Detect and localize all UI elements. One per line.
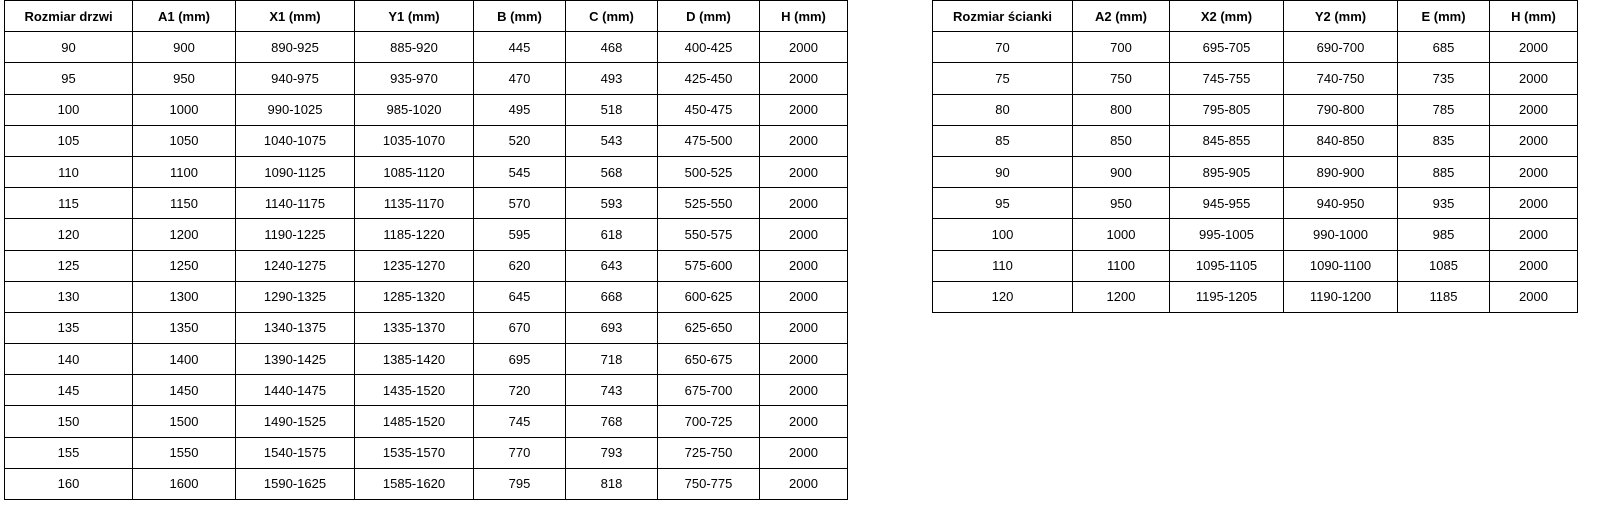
table-cell: 2000	[760, 219, 848, 250]
wall-table-header	[933, 1, 1578, 32]
door-table-body	[5, 32, 848, 500]
table-cell: 745	[474, 406, 566, 437]
table-cell: 1240-1275	[236, 250, 355, 281]
table-cell: 770	[474, 437, 566, 468]
table-cell: 675-700	[658, 375, 760, 406]
table-row	[933, 188, 1578, 219]
table-cell: 525-550	[658, 188, 760, 219]
table-row	[933, 94, 1578, 125]
table-cell: 795	[474, 468, 566, 499]
table-row	[933, 281, 1578, 312]
table-cell: 2000	[1490, 281, 1578, 312]
table-cell: 115	[5, 188, 133, 219]
table-cell: 1450	[133, 375, 236, 406]
table-cell: 493	[566, 63, 658, 94]
table-cell: 2000	[760, 188, 848, 219]
table-cell: 135	[5, 312, 133, 343]
table-cell: 500-525	[658, 156, 760, 187]
table-cell: 150	[5, 406, 133, 437]
table-row	[5, 32, 848, 63]
table-cell: 140	[5, 344, 133, 375]
table-row	[5, 219, 848, 250]
table-cell: 1100	[1073, 250, 1170, 281]
table-cell: 2000	[760, 375, 848, 406]
table-cell: 935-970	[355, 63, 474, 94]
table-cell: 160	[5, 468, 133, 499]
table-cell: 155	[5, 437, 133, 468]
column-header: D (mm)	[658, 1, 760, 32]
table-cell: 1590-1625	[236, 468, 355, 499]
table-cell: 643	[566, 250, 658, 281]
table-cell: 1190-1225	[236, 219, 355, 250]
table-cell: 2000	[760, 94, 848, 125]
table-cell: 125	[5, 250, 133, 281]
table-cell: 945-955	[1170, 188, 1284, 219]
table-cell: 750	[1073, 63, 1170, 94]
table-cell: 1500	[133, 406, 236, 437]
table-cell: 2000	[760, 437, 848, 468]
table-cell: 1435-1520	[355, 375, 474, 406]
table-cell: 1390-1425	[236, 344, 355, 375]
table-cell: 985-1020	[355, 94, 474, 125]
table-cell: 890-900	[1284, 156, 1398, 187]
table-cell: 1140-1175	[236, 188, 355, 219]
table-cell: 695-705	[1170, 32, 1284, 63]
table-cell: 990-1025	[236, 94, 355, 125]
table-cell: 840-850	[1284, 125, 1398, 156]
table-cell: 1350	[133, 312, 236, 343]
table-cell: 1135-1170	[355, 188, 474, 219]
column-header: H (mm)	[760, 1, 848, 32]
table-cell: 818	[566, 468, 658, 499]
table-cell: 2000	[760, 63, 848, 94]
table-cell: 2000	[1490, 156, 1578, 187]
table-cell: 668	[566, 281, 658, 312]
table-cell: 100	[5, 94, 133, 125]
table-cell: 1200	[133, 219, 236, 250]
column-header: X2 (mm)	[1170, 1, 1284, 32]
table-cell: 1150	[133, 188, 236, 219]
table-cell: 835	[1398, 125, 1490, 156]
table-cell: 95	[933, 188, 1073, 219]
table-cell: 120	[933, 281, 1073, 312]
table-cell: 1050	[133, 125, 236, 156]
table-cell: 1600	[133, 468, 236, 499]
table-cell: 700-725	[658, 406, 760, 437]
table-cell: 1285-1320	[355, 281, 474, 312]
table-cell: 793	[566, 437, 658, 468]
table-cell: 740-750	[1284, 63, 1398, 94]
table-cell: 1100	[133, 156, 236, 187]
table-cell: 2000	[760, 344, 848, 375]
table-header-row	[933, 1, 1578, 32]
column-header: Y1 (mm)	[355, 1, 474, 32]
table-cell: 90	[933, 156, 1073, 187]
table-cell: 950	[1073, 188, 1170, 219]
table-cell: 1290-1325	[236, 281, 355, 312]
column-header: B (mm)	[474, 1, 566, 32]
table-cell: 2000	[760, 281, 848, 312]
door-size-table	[4, 0, 848, 500]
table-cell: 518	[566, 94, 658, 125]
table-row	[5, 344, 848, 375]
column-header: X1 (mm)	[236, 1, 355, 32]
table-cell: 80	[933, 94, 1073, 125]
table-cell: 543	[566, 125, 658, 156]
table-row	[5, 63, 848, 94]
column-header: Rozmiar ścianki	[933, 1, 1073, 32]
column-header: Y2 (mm)	[1284, 1, 1398, 32]
table-cell: 1400	[133, 344, 236, 375]
table-cell: 450-475	[658, 94, 760, 125]
table-cell: 845-855	[1170, 125, 1284, 156]
table-row	[5, 375, 848, 406]
table-cell: 1000	[1073, 219, 1170, 250]
table-row	[933, 125, 1578, 156]
table-cell: 1040-1075	[236, 125, 355, 156]
table-cell: 85	[933, 125, 1073, 156]
table-cell: 110	[933, 250, 1073, 281]
table-cell: 695	[474, 344, 566, 375]
table-cell: 900	[1073, 156, 1170, 187]
table-cell: 685	[1398, 32, 1490, 63]
table-cell: 1485-1520	[355, 406, 474, 437]
wall-size-table	[932, 0, 1578, 313]
table-cell: 495	[474, 94, 566, 125]
table-cell: 570	[474, 188, 566, 219]
table-cell: 1535-1570	[355, 437, 474, 468]
table-row	[5, 250, 848, 281]
table-row	[933, 63, 1578, 94]
table-cell: 1550	[133, 437, 236, 468]
table-cell: 625-650	[658, 312, 760, 343]
column-header: E (mm)	[1398, 1, 1490, 32]
table-cell: 568	[566, 156, 658, 187]
table-cell: 2000	[760, 406, 848, 437]
table-cell: 595	[474, 219, 566, 250]
table-cell: 890-925	[236, 32, 355, 63]
table-row	[933, 32, 1578, 63]
table-cell: 1185	[1398, 281, 1490, 312]
column-header: Rozmiar drzwi	[5, 1, 133, 32]
table-cell: 620	[474, 250, 566, 281]
table-cell: 1235-1270	[355, 250, 474, 281]
table-cell: 1090-1100	[1284, 250, 1398, 281]
table-cell: 1195-1205	[1170, 281, 1284, 312]
table-cell: 693	[566, 312, 658, 343]
table-cell: 790-800	[1284, 94, 1398, 125]
table-cell: 785	[1398, 94, 1490, 125]
table-cell: 995-1005	[1170, 219, 1284, 250]
table-cell: 75	[933, 63, 1073, 94]
table-cell: 720	[474, 375, 566, 406]
table-cell: 690-700	[1284, 32, 1398, 63]
table-cell: 750-775	[658, 468, 760, 499]
table-cell: 700	[1073, 32, 1170, 63]
table-row	[5, 281, 848, 312]
table-cell: 2000	[1490, 250, 1578, 281]
table-cell: 1385-1420	[355, 344, 474, 375]
table-cell: 985	[1398, 219, 1490, 250]
table-cell: 545	[474, 156, 566, 187]
table-cell: 468	[566, 32, 658, 63]
table-cell: 1000	[133, 94, 236, 125]
table-cell: 885	[1398, 156, 1490, 187]
table-cell: 575-600	[658, 250, 760, 281]
table-row	[933, 156, 1578, 187]
table-row	[5, 125, 848, 156]
table-row	[5, 156, 848, 187]
table-cell: 2000	[760, 125, 848, 156]
table-cell: 425-450	[658, 63, 760, 94]
table-cell: 1085	[1398, 250, 1490, 281]
table-cell: 935	[1398, 188, 1490, 219]
table-cell: 1300	[133, 281, 236, 312]
table-row	[5, 94, 848, 125]
table-cell: 1335-1370	[355, 312, 474, 343]
table-row	[5, 468, 848, 499]
table-cell: 885-920	[355, 32, 474, 63]
table-cell: 130	[5, 281, 133, 312]
table-cell: 735	[1398, 63, 1490, 94]
door-table-header	[5, 1, 848, 32]
table-cell: 550-575	[658, 219, 760, 250]
table-cell: 2000	[760, 468, 848, 499]
table-cell: 120	[5, 219, 133, 250]
table-cell: 100	[933, 219, 1073, 250]
table-cell: 95	[5, 63, 133, 94]
table-cell: 593	[566, 188, 658, 219]
table-cell: 768	[566, 406, 658, 437]
table-cell: 990-1000	[1284, 219, 1398, 250]
table-cell: 795-805	[1170, 94, 1284, 125]
table-cell: 1585-1620	[355, 468, 474, 499]
table-cell: 1540-1575	[236, 437, 355, 468]
table-cell: 1200	[1073, 281, 1170, 312]
table-cell: 90	[5, 32, 133, 63]
table-cell: 2000	[1490, 219, 1578, 250]
table-cell: 1095-1105	[1170, 250, 1284, 281]
table-cell: 650-675	[658, 344, 760, 375]
table-cell: 1440-1475	[236, 375, 355, 406]
table-cell: 600-625	[658, 281, 760, 312]
table-cell: 2000	[1490, 94, 1578, 125]
table-cell: 900	[133, 32, 236, 63]
wall-size-table-container	[932, 0, 1578, 313]
table-cell: 475-500	[658, 125, 760, 156]
table-row	[5, 437, 848, 468]
table-row	[933, 250, 1578, 281]
table-cell: 145	[5, 375, 133, 406]
table-cell: 745-755	[1170, 63, 1284, 94]
table-cell: 2000	[1490, 32, 1578, 63]
table-header-row	[5, 1, 848, 32]
table-cell: 520	[474, 125, 566, 156]
column-header: A2 (mm)	[1073, 1, 1170, 32]
table-cell: 400-425	[658, 32, 760, 63]
door-size-table-container	[4, 0, 848, 500]
column-header: C (mm)	[566, 1, 658, 32]
table-cell: 1190-1200	[1284, 281, 1398, 312]
table-cell: 2000	[760, 32, 848, 63]
table-row	[933, 219, 1578, 250]
table-cell: 70	[933, 32, 1073, 63]
table-cell: 1340-1375	[236, 312, 355, 343]
table-cell: 2000	[1490, 188, 1578, 219]
table-cell: 445	[474, 32, 566, 63]
table-cell: 940-975	[236, 63, 355, 94]
table-cell: 850	[1073, 125, 1170, 156]
table-cell: 2000	[1490, 63, 1578, 94]
table-row	[5, 312, 848, 343]
table-row	[5, 406, 848, 437]
table-cell: 2000	[1490, 125, 1578, 156]
table-cell: 1035-1070	[355, 125, 474, 156]
table-cell: 743	[566, 375, 658, 406]
table-cell: 800	[1073, 94, 1170, 125]
table-cell: 1185-1220	[355, 219, 474, 250]
table-cell: 1490-1525	[236, 406, 355, 437]
table-cell: 1090-1125	[236, 156, 355, 187]
table-row	[5, 188, 848, 219]
table-cell: 725-750	[658, 437, 760, 468]
table-cell: 105	[5, 125, 133, 156]
table-cell: 110	[5, 156, 133, 187]
table-cell: 940-950	[1284, 188, 1398, 219]
wall-table-body	[933, 32, 1578, 313]
table-cell: 2000	[760, 312, 848, 343]
table-cell: 950	[133, 63, 236, 94]
column-header: H (mm)	[1490, 1, 1578, 32]
table-cell: 618	[566, 219, 658, 250]
table-cell: 1085-1120	[355, 156, 474, 187]
table-cell: 1250	[133, 250, 236, 281]
table-cell: 645	[474, 281, 566, 312]
table-cell: 470	[474, 63, 566, 94]
table-cell: 2000	[760, 250, 848, 281]
table-cell: 2000	[760, 156, 848, 187]
column-header: A1 (mm)	[133, 1, 236, 32]
table-cell: 895-905	[1170, 156, 1284, 187]
table-cell: 670	[474, 312, 566, 343]
table-cell: 718	[566, 344, 658, 375]
